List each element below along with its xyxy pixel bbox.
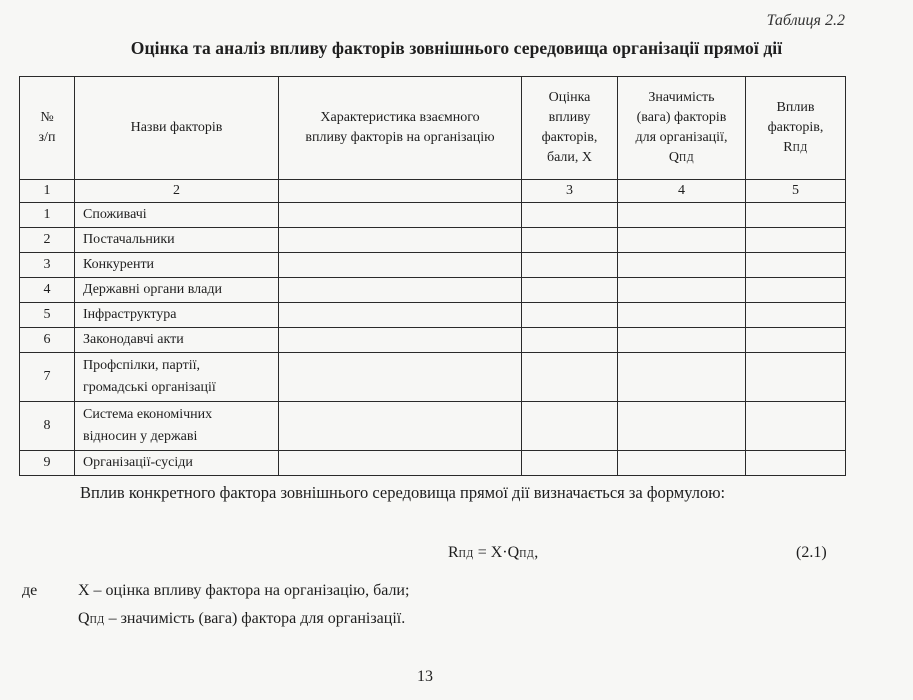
factor-name: Система економічних відносин у державі: [75, 402, 279, 451]
factor-name: Законодавчі акти: [75, 328, 279, 353]
table-row: [20, 228, 846, 253]
header-weight: Значимість (вага) факторів для організації, QПД: [618, 77, 746, 180]
row-number: 6: [20, 328, 75, 353]
formula: RПД = X·QПД,: [448, 544, 539, 561]
definition-q: QПД – значимість (вага) фактора для організації.: [78, 610, 406, 627]
table-row: [20, 278, 846, 303]
factor-name: Інфраструктура: [75, 303, 279, 328]
row-number: 2: [20, 228, 75, 253]
where-label: де: [22, 582, 38, 599]
column-number: 2: [75, 180, 279, 203]
header-score: Оцінка впливу факторів, бали, X: [522, 77, 618, 180]
factor-name: Конкуренти: [75, 253, 279, 278]
column-number: 5: [746, 180, 846, 203]
row-number: 1: [20, 203, 75, 228]
factor-name: Державні органи влади: [75, 278, 279, 303]
column-number: 1: [20, 180, 75, 203]
header-num: № з/п: [20, 77, 75, 180]
column-number-row: [20, 180, 846, 203]
row-number: 8: [20, 402, 75, 451]
factor-name: Профспілки, партії, громадські організації: [75, 353, 279, 402]
table-row: [20, 451, 846, 476]
page-number: 13: [417, 668, 433, 685]
column-number: 3: [522, 180, 618, 203]
row-number: 4: [20, 278, 75, 303]
row-number: 3: [20, 253, 75, 278]
header-characteristic: Характеристика взаємного впливу факторів на організацію: [279, 77, 522, 180]
column-number: 4: [618, 180, 746, 203]
row-number: 5: [20, 303, 75, 328]
factors-table: [19, 76, 846, 476]
table-title: Оцінка та аналіз впливу факторів зовнішнього середовища організації прямої дії: [130, 38, 783, 58]
factor-name: Споживачі: [75, 203, 279, 228]
definition-x: X – оцінка впливу фактора на організацію, бали;: [78, 582, 410, 599]
weight-symbol: QПД: [668, 149, 695, 165]
table-row: [20, 328, 846, 353]
column-number: [279, 180, 522, 203]
factor-name: Організації-сусіди: [75, 451, 279, 476]
table-row: [20, 253, 846, 278]
table-row: [20, 303, 846, 328]
header-name: Назви факторів: [75, 77, 279, 180]
table-row: [20, 353, 846, 402]
effect-symbol: RПД: [783, 139, 808, 155]
row-number: 9: [20, 451, 75, 476]
body-paragraph: Вплив конкретного фактора зовнішнього середовища прямої дії визначається за формулою:: [80, 483, 726, 502]
factor-name: Постачальники: [75, 228, 279, 253]
table-row: [20, 203, 846, 228]
table-row: [20, 402, 846, 451]
equation-number: (2.1): [796, 544, 827, 561]
header-row: [20, 77, 846, 180]
header-effect: Вплив факторів, RПД: [746, 77, 846, 180]
row-number: 7: [20, 353, 75, 402]
table-label: Таблиця 2.2: [766, 12, 845, 29]
